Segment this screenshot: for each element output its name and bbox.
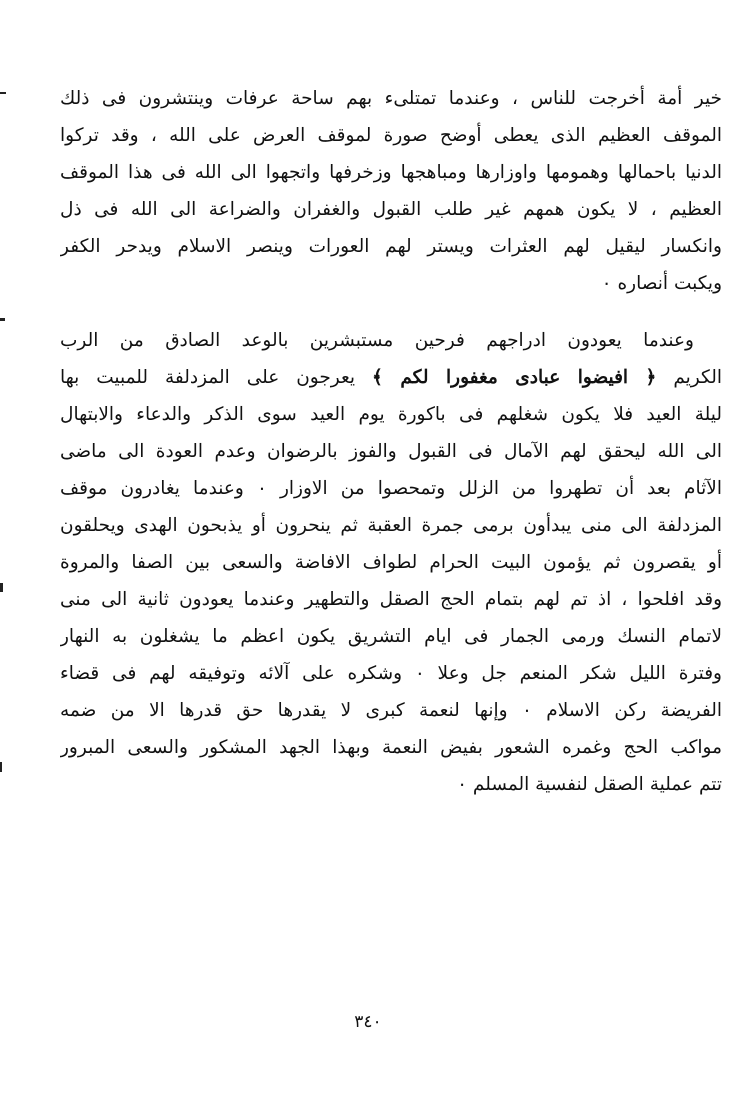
text-line: المزدلفة الى منى يبدأون برمى جمرة العقبة ثم ينحرون أو يذبحون الهدى ويحلقون: [60, 515, 722, 536]
body-text: [60, 80, 722, 803]
text-line: ويكبت أنصاره ٠: [601, 273, 722, 294]
text-line: ليلة العيد فلا يكون شغلهم فى باكورة يوم العيد سوى الذكر والدعاء والابتهال: [60, 404, 722, 425]
paragraph-2: [60, 322, 722, 803]
text-line: الفريضة ركن الاسلام ٠ وإنها لنعمة كبرى لا يقدرها حق قدرها الا من ضمه: [60, 700, 722, 721]
text-line: أو يقصرون ثم يؤمون البيت الحرام لطواف الافاضة والسعى بين الصفا والمروة: [60, 552, 722, 573]
text-line: الدنيا باحمالها وهمومها واوزارها ومباهجها وزخرفها واتجهوا الى الله فى هذا الموقف: [60, 162, 722, 183]
text-line: تتم عملية الصقل لنفسية المسلم ٠: [457, 774, 722, 795]
paragraph-gap: [60, 302, 722, 322]
text-line: العظيم ، لا يكون همهم غير طلب القبول والغفران والضراعة الى الله فى ذل: [60, 199, 722, 220]
text-line: وانكسار ليقيل لهم العثرات ويستر لهم العورات وينصر الاسلام ويدحر الكفر: [60, 236, 722, 257]
text-line: وفترة الليل شكر المنعم جل وعلا ٠ وشكره على آلائه وتوفيقه لهم فى قضاء: [60, 663, 722, 684]
text-line: الآثام بعد أن تطهروا من الزلل وتمحصوا من الاوزار ٠ وعندما يغادرون موقف: [60, 478, 722, 499]
text-line: وقد افلحوا ، اذ تم لهم بتمام الحج الصقل والتطهير وعندما يعودون ثانية الى منى: [60, 589, 722, 610]
text-line-with-quote: [60, 359, 722, 396]
text-line: الى الله ليحقق لهم الآمال فى القبول والفوز بالرضوان وعدم العودة الى ماضى: [60, 441, 722, 462]
margin-mark: [0, 762, 2, 772]
text-line: لاتمام النسك ورمى الجمار فى ايام التشريق يكون اعظم ما يشغلون به النهار: [60, 626, 722, 647]
text-segment: الكريم: [673, 367, 722, 388]
margin-mark: [0, 318, 5, 321]
quranic-quote: ﴿ افيضوا عبادى مغفورا لكم ﴾: [372, 367, 657, 388]
text-line: خير أمة أخرجت للناس ، وعندما تمتلىء بهم ساحة عرفات وينتشرون فى ذلك: [60, 88, 722, 109]
text-segment: يعرجون على المزدلفة للمبيت بها: [60, 367, 356, 388]
margin-mark: [0, 92, 6, 94]
text-line: مواكب الحج وغمره الشعور بفيض النعمة وبهذا الجهد المشكور والسعى المبرور: [60, 737, 722, 758]
text-line: وعندما يعودون ادراجهم فرحين مستبشرين بالوعد الصادق من الرب: [60, 330, 694, 351]
paragraph-1: [60, 80, 722, 302]
page-number: ٣٤٠: [354, 1012, 382, 1032]
text-line: الموقف العظيم الذى يعطى أوضح صورة لموقف العرض على الله ، وقد تركوا: [60, 125, 722, 146]
margin-mark: [0, 583, 3, 592]
